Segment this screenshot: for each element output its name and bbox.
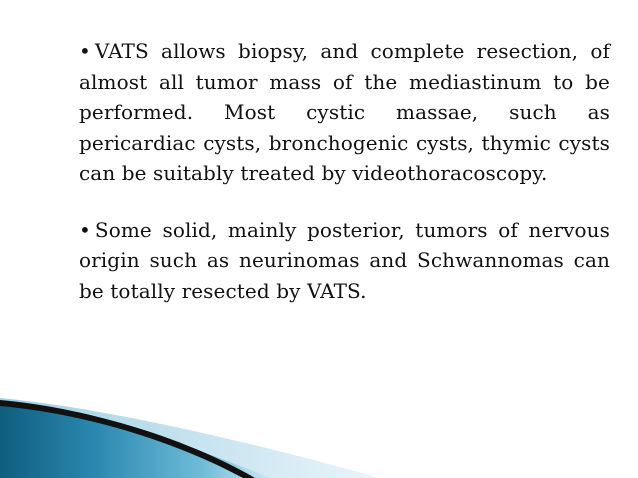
bullet-text: VATS allows biopsy, and complete resection, of almost all tumor mass of the mediastinum to be performed. Most cystic massae, such as pericardiac cysts, bronchogenic cysts, thymic cysts can be suitably treated by videothoracoscopy. bbox=[79, 39, 610, 185]
bullet-marker: • bbox=[79, 217, 91, 242]
swoosh-blue-band bbox=[0, 402, 270, 478]
bullet-point-1 bbox=[79, 36, 610, 189]
swoosh-light-band bbox=[0, 398, 380, 478]
bullet-text: Some solid, mainly posterior, tumors of nervous origin such as neurinomas and Schwannomas can be totally resected by VATS. bbox=[79, 217, 610, 303]
swoosh-dark-edge bbox=[0, 400, 255, 478]
bullet-marker: • bbox=[79, 39, 91, 63]
slide-body bbox=[79, 36, 610, 306]
bullet-point-2 bbox=[79, 215, 610, 307]
